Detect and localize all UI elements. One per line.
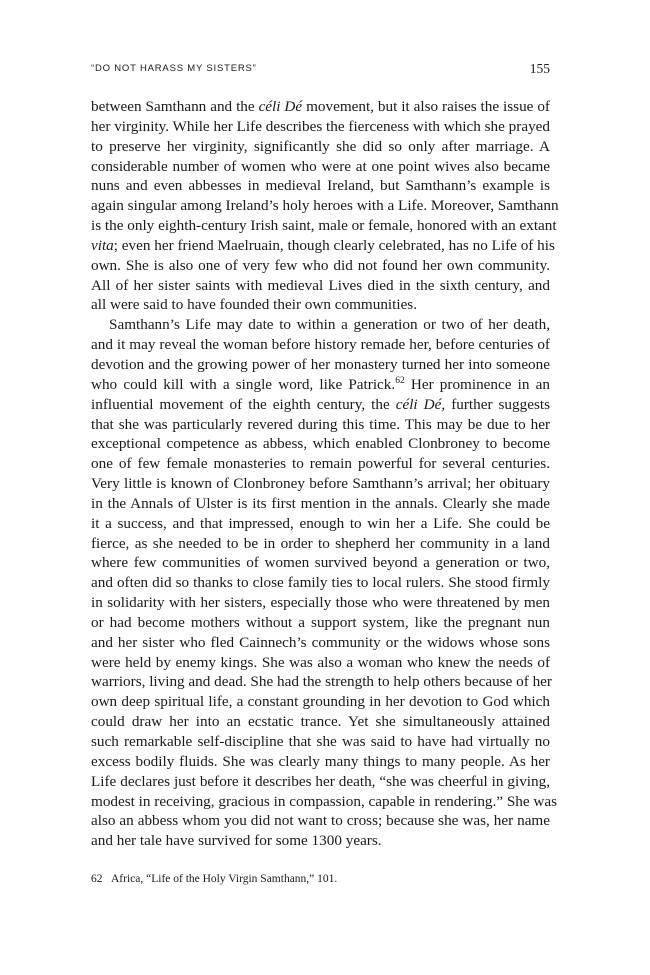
italic-term: vita	[91, 236, 114, 254]
text-line: considerable number of women who were at one point wives also became	[91, 157, 550, 175]
text-line: nuns and even abbesses in medieval Ireland, but Samthann’s example is	[91, 177, 550, 195]
text-line: one of few female monasteries to remain powerful for several centuries.	[91, 455, 550, 473]
footnote-text: Africa, “Life of the Holy Virgin Samthann,” 101.	[111, 873, 338, 885]
text-line: in the Annals of Ulster is its first mention in the annals. Clearly she made	[91, 494, 550, 512]
text-line: to preserve her virginity, significantly she did so only after marriage. A	[91, 137, 550, 155]
footnote-reference[interactable]: 62	[395, 375, 405, 386]
text-line: excess bodily fluids. She was clearly many things to many people. As her	[91, 752, 550, 770]
text-line: vita; even her friend Maelruain, though clearly celebrated, has no Life of his	[91, 236, 555, 254]
italic-term: céli Dé	[258, 98, 303, 115]
text-line: Samthann’s Life may date to within a generation or two of her death,	[109, 316, 550, 334]
text-line: Very little is known of Clonbroney before Samthann’s arrival; her obituary	[91, 475, 550, 493]
text-line: and it may reveal the woman before history remade her, before centuries of	[91, 336, 550, 354]
text-line: where few communities of women survived beyond a generation or two,	[91, 554, 550, 572]
italic-term: céli Dé	[395, 395, 442, 413]
page-number: 155	[529, 61, 550, 76]
text-line: could draw her into an ecstatic trance. Yet she simultaneously attained	[91, 713, 550, 731]
text-line: such remarkable self-discipline that she was said to have had virtually no	[91, 733, 550, 750]
footnote	[91, 873, 550, 885]
text-line: between Samthann and the céli Dé movement, but it also raises the issue of	[91, 98, 550, 115]
text-line: All of her sister saints with medieval Lives died in the sixth century, and	[91, 276, 550, 294]
text-line: or had become mothers without a support system, like the pregnant nun	[91, 613, 550, 631]
text-line: who could kill with a single word, like Patrick.$^{62}$ Her prominence in an	[91, 375, 550, 393]
text-line: it a success, and that impressed, enough to win her a Life. She could be	[91, 514, 550, 532]
text-line: exceptional competence as abbess, which enabled Clonbroney to become	[91, 435, 550, 453]
paragraph-2	[91, 315, 558, 851]
text-line: all were said to have founded their own communities.	[91, 296, 418, 314]
text-line: own deep spiritual life, a constant grounding in her devotion to God which	[91, 693, 550, 711]
running-head	[91, 63, 550, 79]
running-title: “DO NOT HARASS MY SISTERS”	[91, 63, 257, 74]
text-line: again singular among Ireland’s holy heroes with a Life. Moreover, Samthann	[91, 197, 559, 215]
text-line: own. She is also one of very few who did not found her own community.	[91, 256, 550, 274]
text-line: devotion and the growing power of her monastery turned her into someone	[91, 355, 550, 373]
text-line: modest in receiving, gracious in compassion, capable in rendering.” She was	[91, 792, 558, 810]
text-line: fierce, as she needed to be in order to shepherd her community in a land	[91, 534, 550, 552]
body-text	[91, 97, 559, 851]
text-line: also an abbess whom you did not want to cross; because she was, her name	[91, 812, 550, 830]
text-line: were held by enemy kings. She was also a woman who knew the needs of	[91, 653, 550, 671]
text-line: influential movement of the eighth century, the céli Dé, further suggests	[91, 395, 550, 413]
text-line: her virginity. While her Life describes the fierceness with which she prayed	[91, 117, 550, 135]
text-line: in solidarity with her sisters, especially those who were threatened by men	[91, 594, 550, 612]
text-line: and often did so thanks to close family ties to local rulers. She stood firmly	[91, 574, 550, 592]
footnote-number: 62	[91, 873, 103, 885]
text-line: and her sister who fled Cainnech’s community or the widows whose sons	[91, 633, 550, 651]
text-line: is the only eighth-century Irish saint, male or female, honored with an extant	[91, 217, 557, 235]
text-line: Life declares just before it describes her death, “she was cheerful in giving,	[91, 772, 550, 790]
text-line: and her tale have survived for some 1300 years.	[91, 832, 382, 850]
paragraph-1	[91, 97, 559, 315]
text-line: warriors, living and dead. She had the strength to help others because of her	[91, 673, 552, 691]
text-line: that she was particularly revered during this time. This may be due to her	[91, 415, 550, 433]
